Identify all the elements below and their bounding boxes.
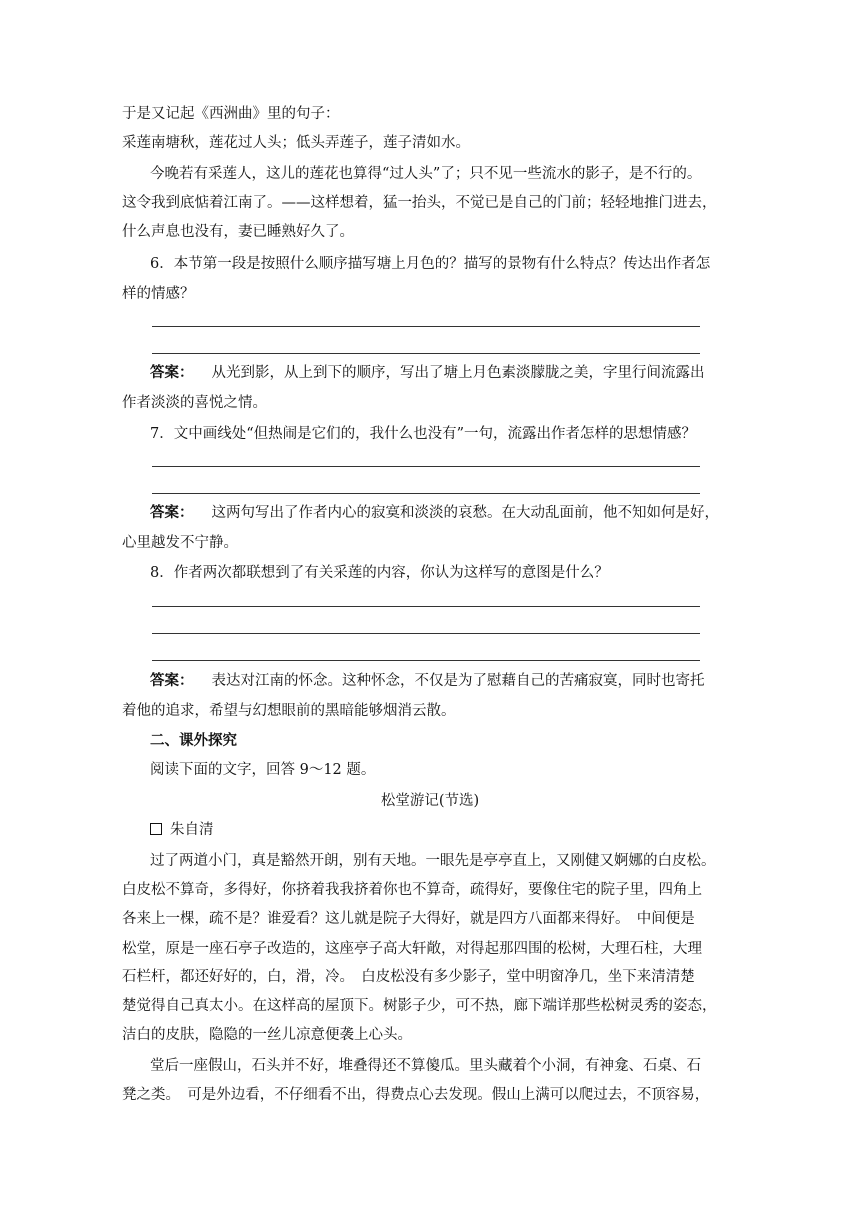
paragraph-line: 各来上一棵，疏不是？谁爱看？这儿就是院子大得好，就是四方八面都来得好。 中间便是	[122, 911, 695, 927]
paragraph-line: 松堂，原是一座石亭子改造的，这座亭子高大轩敞，对得起那四围的松树，大理石柱，大理	[122, 941, 702, 957]
instruction: 阅读下面的文字，回答 9～12 题。	[150, 762, 376, 778]
answer-blank-line	[152, 493, 700, 494]
answer-label: 答案：	[150, 672, 194, 689]
answer-7	[150, 498, 800, 528]
text-line: 于是又记起《西洲曲》里的句子：	[122, 106, 340, 122]
answer-text: 从光到影，从上到下的顺序，写出了塘上月色素淡朦胧之美，字里行间流露出	[211, 365, 705, 381]
question-8: 8．作者两次都联想到了有关采莲的内容，你认为这样写的意图是什么？	[150, 565, 609, 581]
article-author	[150, 815, 800, 845]
answer-blank-line	[152, 606, 700, 607]
text-line: 今晚若有采莲人，这儿的莲花也算得“过人头”了；只不见一些流水的影子，是不行的。	[150, 166, 702, 182]
article-title: 松堂游记(节选)	[380, 793, 480, 809]
answer-blank-line	[152, 353, 700, 354]
answer-text: 表达对江南的怀念。这种怀念，不仅是为了慰藉自己的苦痛寂寞，同时也寄托	[211, 673, 705, 689]
question-6-cont: 样的情感？	[122, 286, 195, 302]
answer-blank-line	[152, 466, 700, 467]
answer-blank-line	[152, 660, 700, 661]
paragraph-line: 过了两道小门，真是豁然开朗，别有天地。一眼先是亭亭直上，又刚健又婀娜的白皮松。	[150, 853, 716, 869]
paragraph-line: 洁白的皮肤，隐隐的一丝儿凉意便袭上心头。	[122, 1027, 412, 1043]
answer-text: 这两句写出了作者内心的寂寞和淡淡的哀愁。在大动乱面前，他不知如何是好，	[211, 505, 719, 521]
poem-line: 采莲南塘秋，莲花过人头；低头弄莲子，莲子清如水。	[122, 135, 470, 151]
question-6: 6．本节第一段是按照什么顺序描写塘上月色的？描写的景物有什么特点？传达出作者怎	[150, 256, 711, 272]
paragraph-line: 凳之类。 可是外边看，不仔细看不出，得费点心去发现。假山上满可以爬过去，不顶容易，	[122, 1087, 710, 1103]
text-line: 什么声息也没有，妻已睡熟好久了。	[122, 224, 354, 240]
checkbox-square-icon	[150, 823, 162, 835]
answer-6-cont: 作者淡淡的喜悦之情。	[122, 395, 267, 411]
paragraph-line: 堂后一座假山，石头并不好，堆叠得还不算傻瓜。里头藏着个小洞，有神龛、石桌、石	[150, 1058, 701, 1074]
answer-6	[150, 358, 800, 388]
question-7: 7．文中画线处“但热闹是它们的，我什么也没有”一句，流露出作者怎样的思想情感？	[150, 426, 697, 442]
answer-label: 答案：	[150, 504, 194, 521]
answer-blank-line	[152, 633, 700, 634]
paragraph-line: 石栏杆，都还好好的，白，滑，冷。 白皮松没有多少影子，堂中明窗净几，坐下来清清楚	[122, 969, 695, 985]
answer-8	[150, 666, 800, 696]
author-name: 朱自清	[170, 822, 214, 838]
answer-8-cont: 着他的追求，希望与幻想眼前的黑暗能够烟消云散。	[122, 703, 456, 719]
answer-label: 答案：	[150, 364, 194, 381]
text-line: 这令我到底惦着江南了。——这样想着，猛一抬头，不觉已是自己的门前；轻轻地推门进去，	[122, 195, 717, 211]
section-heading: 二、课外探究	[150, 732, 237, 749]
answer-7-cont: 心里越发不宁静。	[122, 535, 238, 551]
paragraph-line: 白皮松不算奇，多得好，你挤着我我挤着你也不算奇，疏得好，要像住宅的院子里，四角上	[122, 882, 702, 898]
answer-blank-line	[152, 326, 700, 327]
paragraph-line: 楚觉得自己真太小。在这样高的屋顶下。树影子少，可不热，廊下端详那些松树灵秀的姿态，	[122, 998, 717, 1014]
